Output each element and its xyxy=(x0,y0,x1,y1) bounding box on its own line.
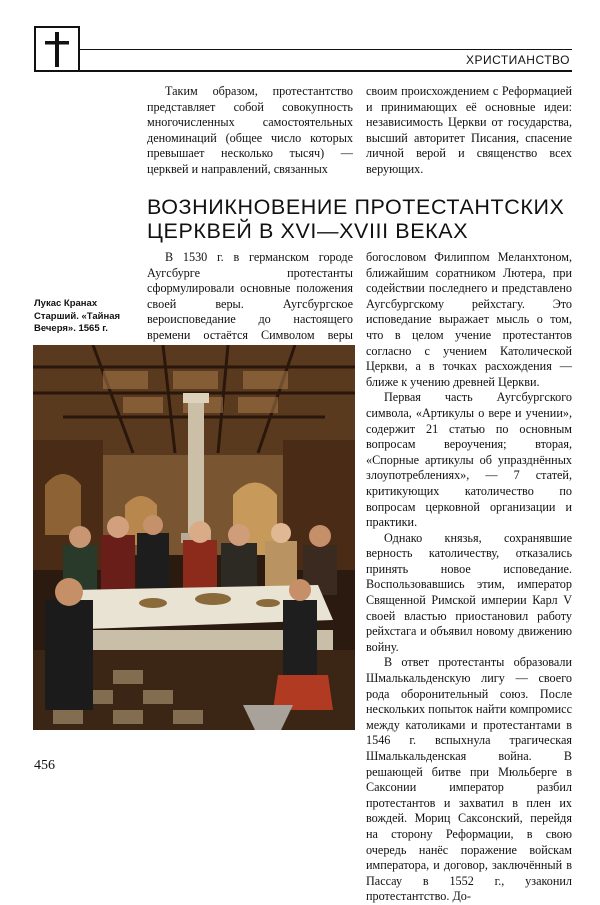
figure-caption: Лукас Кранах Старший. «Тайная Вечеря». 1565 г. xyxy=(34,298,121,334)
body-left-paragraph: В 1530 г. в германском городе Аугсбурге протестанты сформулировали основные положения своей веры. Аугсбургское вероисповедание до настоящего времени остаётся Символом веры xyxy=(147,250,353,342)
page-number: 456 xyxy=(34,758,55,773)
body-right-paragraph-2: Первая часть Аугсбургского символа, «Артикулы о вере и учении», содержит 21 статью по основным вопросам вероучения; вторая, «Спорные артикулы об упразднённых злоупотреблениях», — 7 статей, критикующих католичество по вопросам церковной организации и практики. xyxy=(366,390,572,530)
painting-illustration xyxy=(33,345,355,730)
intro-right-column xyxy=(366,84,572,178)
article-heading: ВОЗНИКНОВЕНИЕ ПРОТЕСТАНТСКИХ ЦЕРКВЕЙ В XVI—XVIII ВЕКАХ xyxy=(147,195,565,243)
body-right-column xyxy=(366,250,572,905)
body-right-paragraph-3: Однако князья, сохранявшие верность католичеству, отказались принять новое исповедание. Воспользовавшись этим, император Священной Римской империи Карл V своей властью приостановил работу рейхстага и объявил новому движению войну. xyxy=(366,530,572,654)
cross-emblem xyxy=(34,26,80,72)
last-supper-painting xyxy=(33,345,355,730)
body-right-paragraph-4: В ответ протестанты образовали Шмалькальденскую лигу — своего рода оборонительный союз. После нескольких попыток найти компромисс между католиками и протестантами в 1546 г. вспыхнула трагическая Шмалькальденская война. В решающей битве при Мюльберге в Саксонии император разбил протестантов и захватил в плен их вождей. Мориц Саксонский, перейдя на сторону Реформации, в свою очередь нанёс поражение войскам императора, и договор, заключённый в Пассау в 1552 г., узаконил протестантство. До- xyxy=(366,655,572,904)
intro-left-paragraph: Таким образом, протестантство представляет собой совокупность многочисленных самостоятельных деноминаций (общее число которых превышает несколько тысяч) — церквей и направлений, связанных xyxy=(147,84,353,176)
header-rule-bottom xyxy=(80,70,572,72)
body-left-column xyxy=(147,250,353,359)
section-title: ХРИСТИАНСТВО xyxy=(465,53,570,67)
body-right-paragraph-1: богословом Филиппом Меланхтоном, ближайшим соратником Лютера, при содействии последнего и представлено Аугсбургскому рейхстагу. Это исповедание выражает мысль о том, что в целом учение протестантов согласно с учением Католической Церкви, а в точках расхождения — ближе к учению древней Церкви. xyxy=(366,250,572,389)
intro-left-column xyxy=(147,84,353,178)
intro-right-paragraph: своим происхождением с Реформацией и принимающих её основные идеи: независимость Церкви от государства, высший авторитет Писания, спасение личной верой и священство всех верующих. xyxy=(366,84,572,176)
header-rule-top xyxy=(80,49,572,50)
latin-cross-icon xyxy=(36,28,78,70)
